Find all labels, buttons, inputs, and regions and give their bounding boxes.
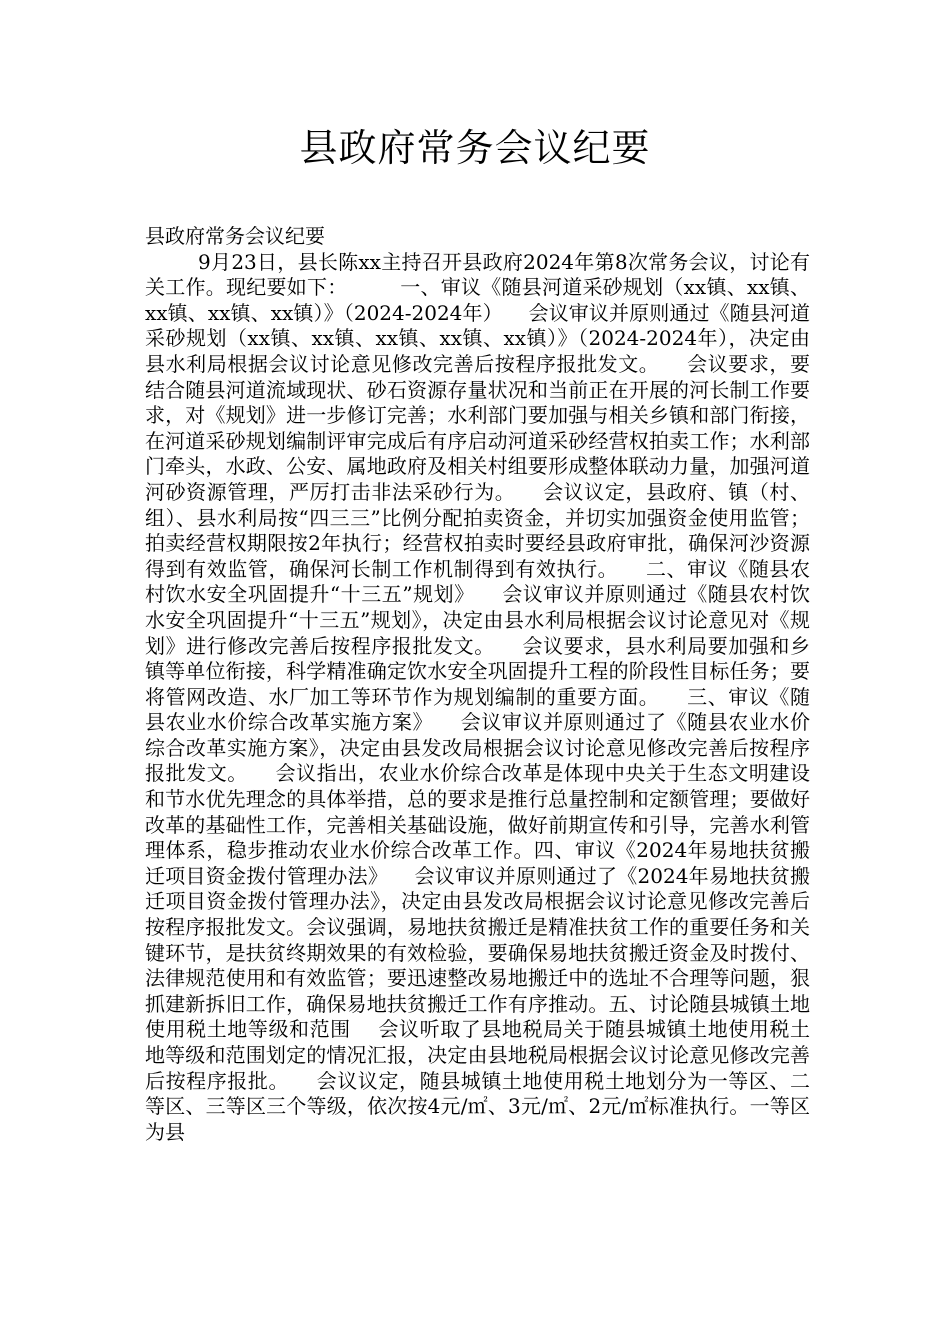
document-paragraph: 9月23日，县长陈xx主持召开县政府2024年第8次常务会议，讨论有关工作。现纪要如下： 一、审议《随县河道采砂规划（xx镇、xx镇、xx镇、xx镇、xx镇）》（2024-2024年） 会议审议并原则通过《随县河道采砂规划（xx镇、xx镇、xx镇、xx镇、xx镇）》（2024-2024年），决定由县水利局根据会议讨论意见修改完善后按程序报批发文。 会议要求，要结合随县河道流域现状、砂石资源存量状况和当前正在开展的河长制工作要求，对《规划》进一步修订完善；水利部门要加强与相关乡镇和部门衔接，在河道采砂规划编制评审完成后有序启动河道采砂经营权拍卖工作；水利部门牵头，水政、公安、属地政府及相关村组要形成整体联动力量，加强河道河砂资源管理，严厉打击非法采砂行为。 会议议定，县政府、镇（村、组）、县水利局按“四三三”比例分配拍卖资金，并切实加强资金使用监管；拍卖经营权期限按2年执行；经营权拍卖时要经县政府审批，确保河沙资源得到有效监管，确保河长制工作机制得到有效执行。 二、审议《随县农村饮水安全巩固提升“十三五”规划》 会议审议并原则通过《随县农村饮水安全巩固提升“十三五”规划》，决定由县水利局根据会议讨论意见对《规划》进行修改完善后按程序报批发文。 会议要求，县水利局要加强和乡镇等单位衔接，科学精准确定饮水安全巩固提升工程的阶段性目标任务；要将管网改造、水厂加工等环节作为规划编制的重要方面。 三、审议《随县农业水价综合改革实施方案》 会议审议并原则通过了《随县农业水价综合改革实施方案》，决定由县发改局根据会议讨论意见修改完善后按程序报批发文。 会议指出，农业水价综合改革是体现中央关于生态文明建设和节水优先理念的具体举措，总的要求是推行总量控制和定额管理；要做好改革的基础性工作，完善相关基础设施，做好前期宣传和引导，完善水利管理体系，稳步推动农业水价综合改革工作。四、审议《2024年易地扶贫搬迁项目资金拨付管理办法》 会议审议并原则通过了《2024年易地扶贫搬迁项目资金拨付管理办法》，决定由县发改局根据会议讨论意见修改完善后按程序报批发文。会议强调，易地扶贫搬迁是精准扶贫工作的重要任务和关键环节，是扶贫终期效果的有效检验，要确保易地扶贫搬迁资金及时拨付、法律规范使用和有效监管；要迅速整改易地搬迁中的选址不合理等问题，狠抓建新拆旧工作，确保易地扶贫搬迁工作有序推动。五、讨论随县城镇土地使用税土地等级和范围 会议听取了县地税局关于随县城镇土地使用税土地等级和范围划定的情况汇报，决定由县地税局根据会议讨论意见修改完善后按程序报批。 会议议定，随县城镇土地使用税土地划分为一等区、二等区、三等区三个等级，依次按4元/㎡、3元/㎡、2元/㎡标准执行。一等区为县 [145,249,811,1144]
document-title: 县政府常务会议纪要 [299,126,651,170]
document-subtitle: 县政府常务会议纪要 [145,224,325,248]
document-body [145,224,810,1145]
